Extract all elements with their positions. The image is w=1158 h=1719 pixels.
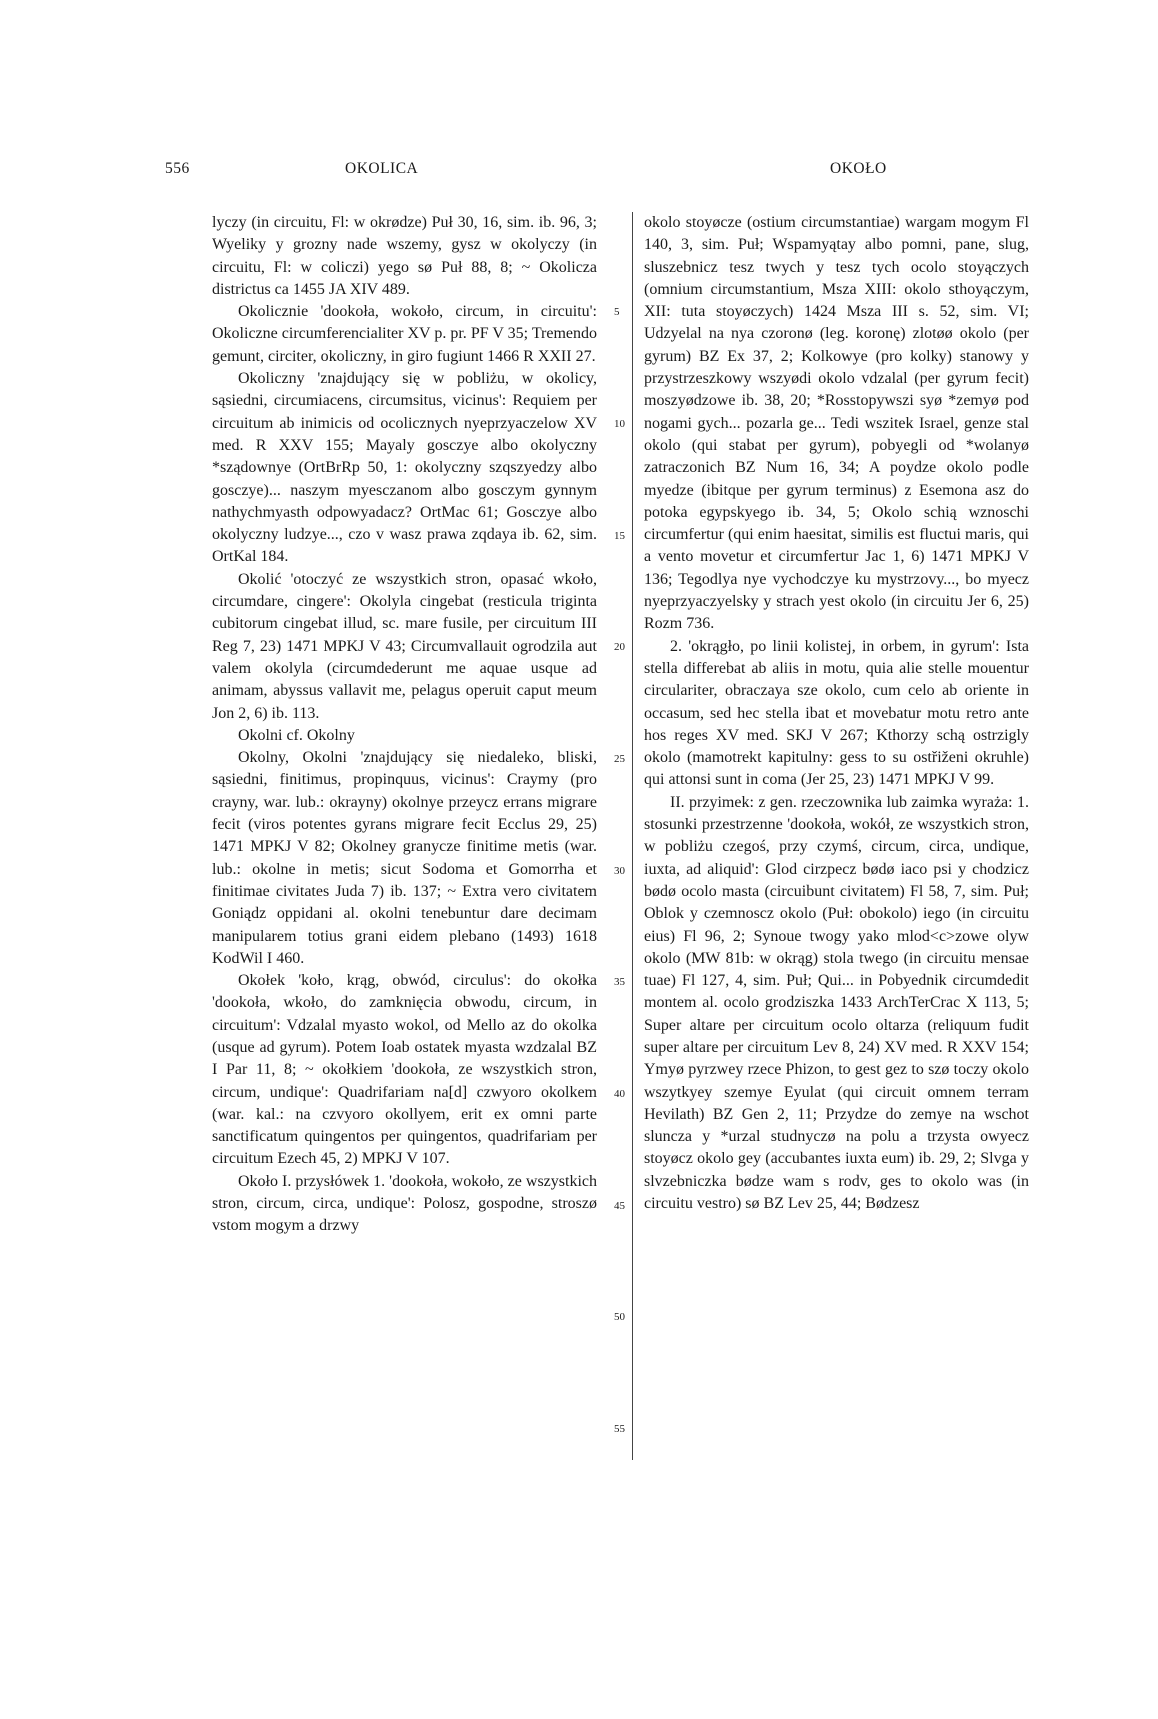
left-column	[212, 212, 597, 1238]
line-number: 55	[614, 1423, 625, 1435]
entry-okolo: Około I. przysłówek 1. 'dookoła, wokoło, ze wszystkich stron, circum, circa, undique': Polosz, gospodne, stroszø vstom mogym a drzwy	[212, 1172, 597, 1235]
sense-II-przyimek: II. przyimek: z gen. rzeczownika lub zaimka wyraża: 1. stosunki przestrzenne 'dookoła, wokół, ze wszystkich stron, w pobliżu czegoś, przy czymś, circum, circa, undique, iuxta, ad aliquid': Glod cirzpecz bødø iaco psi y chodzicz bødø ocolo masta (circuibunt civitatem) Fl 58, 7, sim. Puł; Oblok y czemnoscz okolo (Puł: obokolo) iego (in circuitu eius) Fl 96, 2; Synoue twogy yako mlod<c>zowe olyw okolo (MW 81b: w okrąg) stola twego (in circuitu mensae tuae) Fl 127, 4, sim. Puł; Qui... in Pobyednik circumdedit montem al. ocolo grodziszka 1433 ArchTerCrac X 113, 5; Super altare per circuitum ocolo oltarza (reliquum fudit super altare per circuitum Lev 8, 24) XV med. R XXV 154; Ymyø pyrzwey rzece Phizon, to gest gez to szø toczy okolo wszytkyey szemye Eyulat (qui circuit omnem terram Hevilath) BZ Gen 2, 11; Przydze do zemye na wschot sluncza y *urzal studnyczø na polu a trzysta owyecz stoyøcz okolo gey (accubantes iuxta eum) ib. 29, 2; Slvga y slvzebniczka bødze wam s rodv, ges to okolo was (in circuitu vestro) sø BZ Lev 25, 44; Bødzesz	[644, 793, 1029, 1213]
entry-okoliczny: Okoliczny 'znajdujący się w pobliżu, w okolicy, sąsiedni, circumiacens, circumsitus, vicinus': Requiem per circuitum ab inimicis od ocolicznych nyeprzyaczelow XV med. R XXV 155; Mayaly gosczye albo okolyczny *sządownye (OrtBrRp 50, 1: okolyczny szqszyedzy albo gosczye)... naszym myesczanom albo gosczym gynnym nathychmyasth odpowyadacz? OrtMac 61; Gosczye albo okolyczny ludzye..., czo v wasz prawa zqdaya ib. 62, sim. OrtKal 184.	[212, 370, 597, 566]
left-running-head: OKOLICA	[345, 160, 419, 177]
line-number: 25	[614, 753, 625, 765]
entry-continuation: lyczy (in circuitu, Fl: w okrødze) Puł 30, 16, sim. ib. 96, 3; Wyeliky y grozny nade wszemy, gysz w okolyczy (in circuitu, Fl: w coliczi) yego sø Puł 88, 8; ~ Okolicza districtus ca 1455 JA XIV 489.	[212, 214, 597, 298]
line-number: 5	[614, 306, 620, 318]
line-number: 30	[614, 865, 625, 877]
entry-okolek: Okołek 'koło, krąg, obwód, circulus': do okołka 'dookoła, wkoło, do zamknięcia obwodu, circum, in circuitum': Vdzalal myasto wokol, od Mello az do okolka (usque ad gyrum). Potem Ioab ostatek myasta wzdzalal BZ I Par 11, 8; ~ okołkiem 'dookoła, ze wszystkich stron, circum, undique': Quadrifariam na[d] czwyoro okolkem (war. kal.: na czvyoro okollyem, erit ex omni parte sanctificatum quingentos per quingentos, quadrifariam per circuitum Ezech 45, 2) MPKJ V 107.	[212, 972, 597, 1168]
line-number: 10	[614, 418, 625, 430]
line-number: 15	[614, 530, 625, 542]
sense-2: 2. 'okrągło, po linii kolistej, in orbem, in gyrum': Ista stella differebat ab aliis in motu, quia alie stelle mouentur circulariter, obraczaya sze okolo, cum celo ab oriente in occasum, sed hec stella ibat et movebatur motu retro ante hos reges XV med. SKJ V 267; Kthorzy schą ostrzigly okolo (mamotrekt kapitulny: gess to su ostřiženi okruhle) qui attonsi sunt in coma (Jer 25, 23) 1471 MPKJ V 99.	[644, 637, 1029, 789]
entry-okolni: Okolni cf. Okolny	[238, 726, 355, 744]
running-header	[160, 160, 998, 186]
page-number: 556	[165, 160, 190, 177]
column-divider	[632, 212, 633, 1460]
line-number: 50	[614, 1311, 625, 1323]
entry-continuation-right: okolo stoyøcze (ostium circumstantiae) wargam mogym Fl 140, 3, sim. Puł; Wspamyątay albo pomni, pane, slug, sluszebnicz tesz twych y tesz tych ocolo stoyączych (omnium circumstantium, Msza XIII: okolo sthoyączym, XII: tuta stoyøczych) 1424 Msza III s. 52, sim. VI; Udzyelal na nya czoronø (leg. koronę) zlotøø okolo (per gyrum) BZ Ex 37, 2; Kolkowye (pro kolky) stanowy y przystrzeszkowy wszyødi okolo vdzalal (per gyrum fecit) moszyødzowe ib. 38, 20; *Rosstopywszi syø *zemyø pod nogami gych... pozarla ge... Tedi wszitek Israel, genze stal okolo (qui stabat per gyrum), pobyegli od *wolanyø zatraczonich BZ Num 16, 34; A poydze okolo podle myedze (ibitque per gyrum terminus) z Esemona asz do potoka egypskyego ib. 34, 5; Okolo schią wznoschi circumfertur (qui enim haesitat, similis est fluctui maris, qui a vento movetur et circumfertur Jac 1, 6) 1471 MPKJ V 136; Tegodlya nye vychodczye ku mystrzovy..., bo myecz nyeprzyaczyelsky y strach yest okolo (in circuitu Jer 6, 25) Rozm 736.	[644, 214, 1029, 633]
entry-okolic: Okolić 'otoczyć ze wszystkich stron, opasać wkoło, circumdare, cingere': Okolyla cingebat (resticula triginta cubitorum cingebat illud, sc. mare fusile, per circuitum III Reg 7, 23) 1471 MPKJ V 43; Circumvallauit ogrodzila aut valem okolyla (circumdederunt me aquae usque ad animam, abyssus vallavit me, pelagus operuit caput meum Jon 2, 6) ib. 113.	[212, 570, 597, 722]
entry-okolny: Okolny, Okolni 'znajdujący się niedaleko, bliski, sąsiedni, finitimus, propinquus, vicinus': Craymy (pro crayny, war. lub.: okrayny) okolnye przeycz errans migrare fecit (viros potentes gyrans migrare fecit Ecclus 29, 25) 1471 MPKJ V 82; Okolney granycze finitime metis (war. lub.: okolne in metis; sicut Sodoma et Gomorrha et finitimae civitates Juda 7) ib. 137; ~ Extra vero civitatem Goniądz oppidani al. okolni tenebuntur dare decimam manipularem totius grani eidem plebano (1493) 1618 KodWil I 460.	[212, 749, 597, 967]
right-column	[644, 212, 1029, 1215]
entry-okolicznie: Okolicznie 'dookoła, wokoło, circum, in circuitu': Okoliczne circumferencialiter XV p. pr. PF V 35; Tremendo gemunt, circiter, okoliczny, in giro fugiunt 1466 R XXII 27.	[212, 303, 597, 365]
right-running-head: OKOŁO	[830, 160, 887, 177]
line-number: 20	[614, 641, 625, 653]
line-number: 35	[614, 976, 625, 988]
line-number: 40	[614, 1088, 625, 1100]
line-number: 45	[614, 1200, 625, 1212]
